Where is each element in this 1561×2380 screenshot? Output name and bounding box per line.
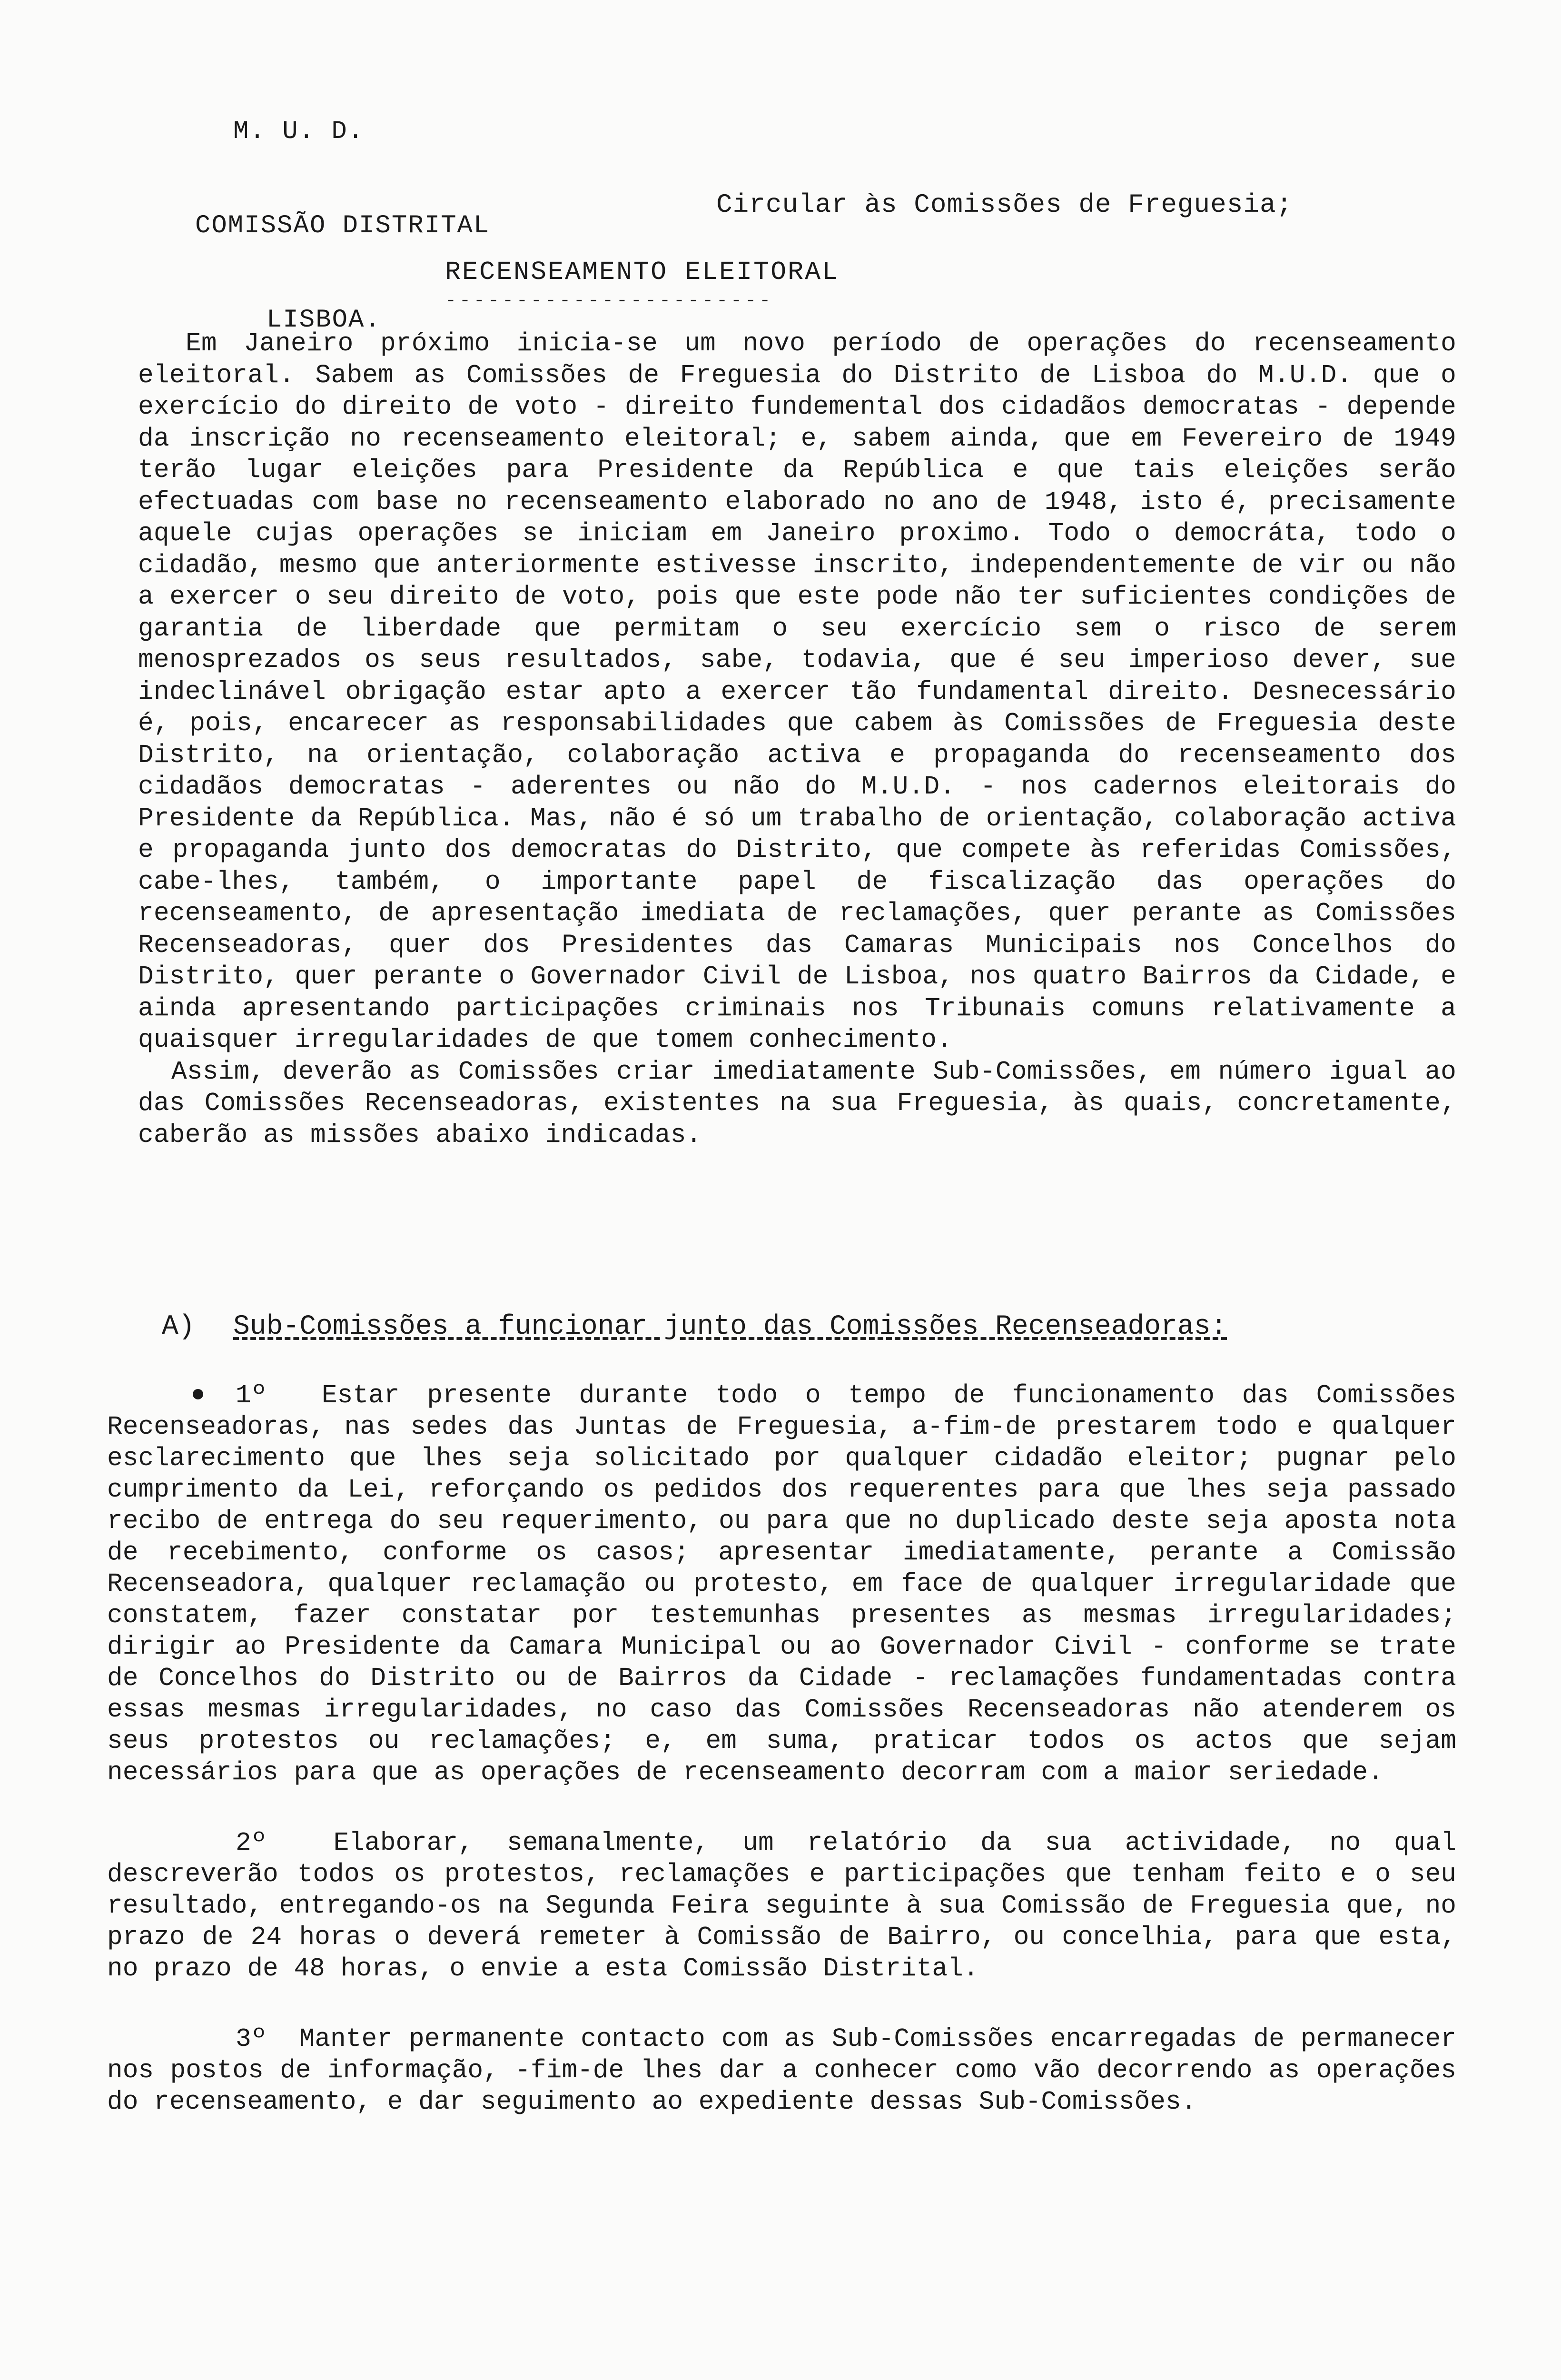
- org-line-comissao: COMISSÃO DISTRITAL: [195, 211, 490, 240]
- list-item: [107, 2024, 1456, 2118]
- list-item-text: [107, 1828, 1456, 1985]
- section-a-header: [162, 1311, 1227, 1342]
- section-a-letter: A): [162, 1311, 195, 1342]
- section-a-heading: Sub-Comissões a funcionar junto das Comissões Recenseadoras:: [233, 1311, 1227, 1342]
- task-list: [107, 1380, 1456, 2157]
- body-text: [138, 328, 1456, 1151]
- list-item: [107, 1828, 1456, 1985]
- paragraph-assim: Assim, deverão as Comissões criar imediatamente Sub-Comissões, em número igual ao das Comissões Recenseadoras, existentes na sua Freguesia, às quais, concretamente, caberão as missões abaixo indicadas.: [138, 1057, 1456, 1150]
- list-item-text: [107, 2024, 1456, 2118]
- list-item-text: [107, 1380, 1456, 1789]
- list-item-number: 3º: [236, 2025, 267, 2054]
- list-item-body: Estar presente durante todo o tempo de funcionamento das Comissões Recenseadoras, nas sedes das Juntas de Freguesia, a-fim-de prestarem todo e qualquer esclarecimento que lhes seja solicitado por qualquer cidadão eleitor; pugnar pelo cumprimento da Lei, reforçando os pedidos dos requerentes para que lhes seja passado recibo de entrega do seu requerimento, ou para que no duplicado deste seja aposta nota de recebimento, conforme os casos; apresentar imediatamente, perante a Comissão Recenseadora, qualquer reclamação ou protesto, em face de qualquer irregularidade que constatem, fazer constatar por testemunhas presentes as mesmas irregularidades; dirigir ao Presidente da Camara Municipal ou ao Governador Civil - conforme se trate de Concelhos do Distrito ou de Bairros da Cidade - reclamações fundamentadas contra essas mesmas irregularidades, no caso das Comissões Recenseadoras não atenderem os seus protestos ou reclamações; e, em suma, praticar todos os actos que sejam necessários para que as operações de recenseamento decorram com a maior seriedade.: [107, 1381, 1456, 1787]
- list-item-number: 1º: [236, 1381, 267, 1410]
- paragraph-intro: Em Janeiro próximo inicia-se um novo período de operações do recenseamento eleitoral. Sabem as Comissões de Freguesia do Distrito de Lisboa do M.U.D. que o exercício do direito de voto - direito fundemental dos cidadãos democratas - depende da inscrição no recenseamento eleitoral; e, sabem ainda, que em Fevereiro de 1949 terão lugar eleições para Presidente da República e que tais eleições serão efectuadas com base no recenseamento elaborado no ano de 1948, isto é, precisamente aquele cujas operações se iniciam em Janeiro proximo. Todo o democráta, todo o cidadão, mesmo que anteriormente estivesse inscrito, independentemente de vir ou não a exercer o seu direito de voto, pois que este pode não ter suficientes condições de garantia de liberdade que permitam o seu exercício sem o risco de serem menosprezados os seus resultados, sabe, todavia, que é seu imperioso dever, sue indeclinável obrigação estar apto a exercer tão fundamental direito. Desnecessário é, pois, encarecer as responsabilidades que cabem às Comissões de Freguesia deste Distrito, na orientação, colaboração activa e propaganda do recenseamento dos cidadãos democratas - aderentes ou não do M.U.D. - nos cadernos eleitorais do Presidente da República. Mas, não é só um trabalho de orientação, colaboração activa e propaganda junto dos democratas do Distrito, que compete às referidas Comissões, cabe-lhes, também, o importante papel de fiscalização das operações do recenseamento, de apresentação imediata de reclamações, quer perante as Comissões Recenseadoras, quer dos Presidentes das Camaras Municipais nos Concelhos do Distrito, quer perante o Governador Civil de Lisboa, nos quatro Bairros da Cidade, e ainda apresentando participações criminais nos Tribunais comuns relativamente a quaisquer irregularidades de que tomem conhecimento.: [138, 329, 1456, 1055]
- list-item: [107, 1380, 1456, 1789]
- list-item-number: 2º: [236, 1829, 267, 1858]
- list-item-body: Manter permanente contacto com as Sub-Comissões encarregadas de permanecer nos postos de informação, -fim-de lhes dar a conhecer como vão decorrendo as operações do recenseamento, e dar seguimento ao expediente dessas Sub-Comissões.: [107, 2025, 1456, 2117]
- org-line-mud: M. U. D.: [233, 117, 365, 146]
- list-item-body: Elaborar, semanalmente, um relatório da sua actividade, no qual descreverão todos os protestos, reclamações e participações que tenham feito e o seu resultado, entregando-os na Segunda Feira seguinte à sua Comissão de Freguesia que, no prazo de 24 horas o deverá remeter à Comissão de Bairro, ou concelhia, para que esta, no prazo de 48 horas, o envie a esta Comissão Distrital.: [107, 1829, 1456, 1983]
- org-line-lisboa: LISBOA.: [267, 306, 381, 335]
- title-underline: -----------------------: [445, 290, 774, 312]
- circular-addressee: Circular às Comissões de Freguesia;: [716, 189, 1293, 220]
- document-title: RECENSEAMENTO ELEITORAL: [445, 257, 840, 287]
- bullet-dot-icon: [193, 1389, 203, 1399]
